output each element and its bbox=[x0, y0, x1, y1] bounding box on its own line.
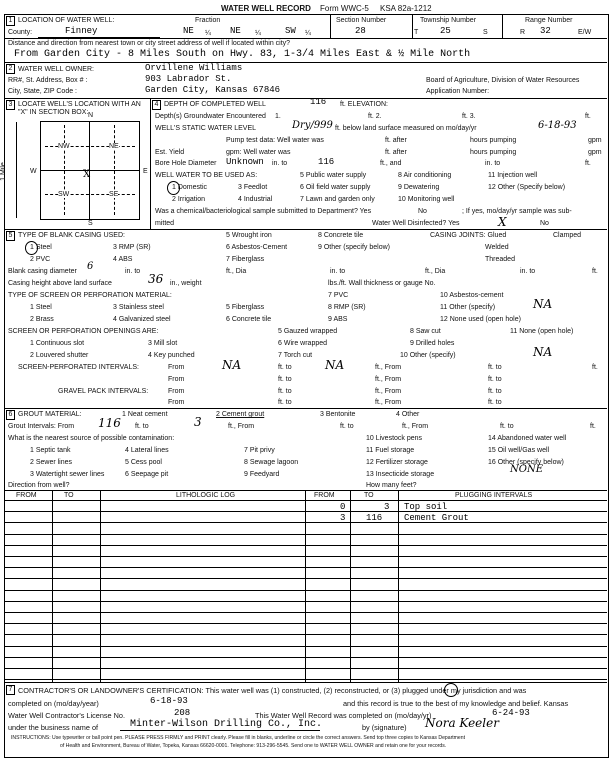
how-many-label: How many feet? bbox=[366, 482, 417, 489]
log-row-line bbox=[4, 590, 607, 591]
log-row-line bbox=[4, 668, 607, 669]
screen-other-na: NA bbox=[533, 297, 553, 311]
pump-label: Pump test data: Well water was bbox=[226, 137, 324, 144]
section-5-number: 5 bbox=[6, 231, 15, 241]
map-se: SE bbox=[109, 191, 119, 198]
log-row-1-from: 0 bbox=[340, 502, 346, 512]
log-row-2-to: 116 bbox=[366, 513, 383, 523]
height-label: Casing height above land surface bbox=[8, 280, 112, 287]
openings-label: SCREEN OR PERFORATION OPENINGS ARE: bbox=[8, 328, 159, 335]
perforated-na-2: NA bbox=[325, 358, 345, 372]
direction-label: Direction from well? bbox=[8, 482, 70, 489]
county-label: County: bbox=[8, 29, 33, 36]
disinfected-yes-mark: X bbox=[498, 215, 507, 229]
chem-label: Was a chemical/bacteriological sample submitted to Department? Yes bbox=[155, 208, 372, 215]
signature: Nora Keeler bbox=[425, 716, 499, 730]
county-value: Finney bbox=[65, 26, 98, 36]
static-date: 6-18-93 bbox=[538, 120, 577, 131]
plugged-circle bbox=[444, 683, 458, 697]
log-row-line bbox=[4, 679, 607, 680]
distance-label: Distance and direction from nearest town or city street address of well if located within city? bbox=[8, 40, 291, 47]
map-mile: 1 Mile bbox=[0, 162, 7, 181]
bore-label: Bore Hole Diameter bbox=[155, 160, 217, 167]
log-col-to-2: TO bbox=[364, 492, 374, 499]
openings-other-na: NA bbox=[533, 345, 553, 359]
log-row-line bbox=[4, 511, 607, 512]
contamination-label: What is the nearest source of possible contamination: bbox=[8, 435, 175, 442]
screen-label: TYPE OF SCREEN OR PERFORATION MATERIAL: bbox=[8, 292, 172, 299]
township-label: Township Number bbox=[420, 17, 477, 24]
bore-depth: 116 bbox=[318, 157, 335, 167]
log-row-line bbox=[4, 646, 607, 647]
log-row-line bbox=[4, 578, 607, 579]
map-ne: NE bbox=[109, 143, 119, 150]
log-row-line bbox=[4, 534, 607, 535]
certification-text: CONTRACTOR'S OR LANDOWNER'S CERTIFICATION: This water well was (1) constructed, (2) reconstructed, or (3) plugged under my jurisdiction and was bbox=[18, 686, 527, 695]
section-number-value: 28 bbox=[355, 26, 366, 36]
gravel-label: GRAVEL PACK INTERVALS: bbox=[58, 388, 149, 395]
form-title: WATER WELL RECORD bbox=[221, 4, 311, 13]
map-s: S bbox=[88, 220, 93, 227]
log-row-line bbox=[4, 556, 607, 557]
owner-addr-label: RR#, St. Address, Box # : bbox=[8, 77, 88, 84]
map-sw: SW bbox=[58, 191, 70, 198]
groundwater-label: Depth(s) Groundwater Encountered bbox=[155, 113, 266, 120]
log-row-line bbox=[4, 567, 607, 568]
steel-circle bbox=[25, 241, 38, 255]
joints-label: CASING JOINTS: Glued bbox=[430, 232, 507, 239]
owner-name: Orvillene Williams bbox=[145, 63, 243, 73]
owner-label: WATER WELL OWNER: bbox=[18, 66, 94, 73]
bore-value: Unknown bbox=[226, 157, 264, 167]
section-3-number: 3 bbox=[6, 100, 15, 110]
range-label: Range Number bbox=[525, 17, 573, 24]
township-value: 25 bbox=[440, 26, 451, 36]
section-2-number: 2 bbox=[6, 64, 15, 74]
depth-label: DEPTH OF COMPLETED WELL bbox=[164, 101, 266, 108]
log-row-line bbox=[4, 601, 607, 602]
log-col-from-2: FROM bbox=[314, 492, 335, 499]
log-col-from: FROM bbox=[16, 492, 37, 499]
owner-city: Garden City, Kansas 67846 bbox=[145, 85, 281, 95]
log-row-line bbox=[4, 522, 607, 523]
domestic-circle bbox=[167, 181, 180, 195]
range-value: 32 bbox=[540, 26, 551, 36]
diameter-value: 6 bbox=[87, 261, 94, 272]
record-date: 6-24-93 bbox=[492, 708, 530, 718]
log-col-lithologic: LITHOLOGIC LOG bbox=[176, 492, 236, 499]
section-7-number: 7 bbox=[6, 685, 15, 695]
license-number: 208 bbox=[174, 708, 191, 718]
log-row-line bbox=[4, 612, 607, 613]
section-6-number: 6 bbox=[6, 410, 15, 420]
owner-addr: 903 Labrador St. bbox=[145, 74, 232, 84]
section-number-label: Section Number bbox=[336, 17, 387, 24]
casing-label: TYPE OF BLANK CASING USED: bbox=[18, 232, 125, 239]
log-row-line bbox=[4, 500, 607, 501]
log-row-1-desc: Top soil bbox=[404, 502, 448, 512]
disinfected-label: Water Well Disinfected? Yes bbox=[372, 220, 460, 227]
grout-cement: 2 Cement grout bbox=[216, 411, 265, 418]
business-name: Minter-Wilson Drilling Co., Inc. bbox=[130, 719, 323, 730]
log-row-line bbox=[4, 657, 607, 658]
yield-label: Est. Yield bbox=[155, 149, 185, 156]
map-n: N bbox=[88, 112, 94, 119]
section-4-number: 4 bbox=[152, 100, 161, 110]
location-label: LOCATION OF WATER WELL: bbox=[18, 17, 115, 24]
board-label: Board of Agriculture, Division of Water Resources bbox=[426, 77, 580, 84]
completed-date: 6-18-93 bbox=[150, 696, 188, 706]
grout-to: 3 bbox=[194, 415, 202, 429]
map-e: E bbox=[143, 168, 148, 175]
instructions-2: of Health and Environment, Bureau of Water, Topeka, Kansas 66620-0001. Telephone: 913-296-5545. Send one to WATER WELL OWNER and retain one for your records. bbox=[60, 743, 447, 749]
depth-value: 116 bbox=[310, 97, 327, 107]
log-row-line bbox=[4, 634, 607, 635]
fraction-q1: NE bbox=[183, 26, 194, 36]
static-label: WELL'S STATIC WATER LEVEL bbox=[155, 125, 257, 132]
grout-label: GROUT MATERIAL: bbox=[18, 411, 82, 418]
instructions-1: INSTRUCTIONS: Use typewriter or ball point pen. PLEASE PRESS FIRMLY and PRINT clearly. Please fill in blanks, underline or circle the correct answers. Send top three copies to Kansas Department bbox=[11, 735, 466, 741]
ksa-number: KSA 82a-1212 bbox=[380, 4, 432, 13]
map-nw: NW bbox=[58, 143, 70, 150]
perforated-label: SCREEN-PERFORATED INTERVALS: bbox=[18, 364, 139, 371]
log-row-1-to: 3 bbox=[384, 502, 390, 512]
log-row-line bbox=[4, 623, 607, 624]
fraction-label: Fraction bbox=[195, 17, 221, 24]
diameter-label: Blank casing diameter bbox=[8, 268, 77, 275]
application-label: Application Number: bbox=[426, 88, 490, 95]
map-w: W bbox=[30, 168, 37, 175]
fraction-q3: SW bbox=[285, 26, 296, 36]
contamination-none: NONE bbox=[510, 464, 543, 475]
grout-intervals-label: Grout Intervals: From bbox=[8, 423, 75, 430]
owner-city-label: City, State, ZIP Code : bbox=[8, 88, 77, 95]
locate-label: LOCATE WELL'S LOCATION WITH AN "X" IN SECTION BOX: bbox=[18, 101, 141, 116]
log-row-2-desc: Cement Grout bbox=[404, 513, 469, 523]
log-col-plugging: PLUGGING INTERVALS bbox=[455, 492, 533, 499]
use-label: WELL WATER TO BE USED AS: bbox=[155, 172, 258, 179]
form-number: Form WWC-5 bbox=[320, 4, 369, 13]
distance-value: From Garden City - 8 Miles South on Hwy. 83, 1-3/4 Miles East & ½ Mile North bbox=[14, 49, 471, 60]
log-row-line bbox=[4, 545, 607, 546]
log-col-to: TO bbox=[64, 492, 74, 499]
grout-from: 116 bbox=[98, 416, 121, 430]
map-x-mark: X bbox=[83, 169, 91, 180]
fraction-q2: NE bbox=[230, 26, 241, 36]
section-1-number: 1 bbox=[6, 16, 15, 26]
height-value: 36 bbox=[148, 272, 164, 286]
static-value: Dry/999 bbox=[292, 120, 333, 131]
log-row-2-from: 3 bbox=[340, 513, 346, 523]
perforated-na-1: NA bbox=[222, 358, 242, 372]
